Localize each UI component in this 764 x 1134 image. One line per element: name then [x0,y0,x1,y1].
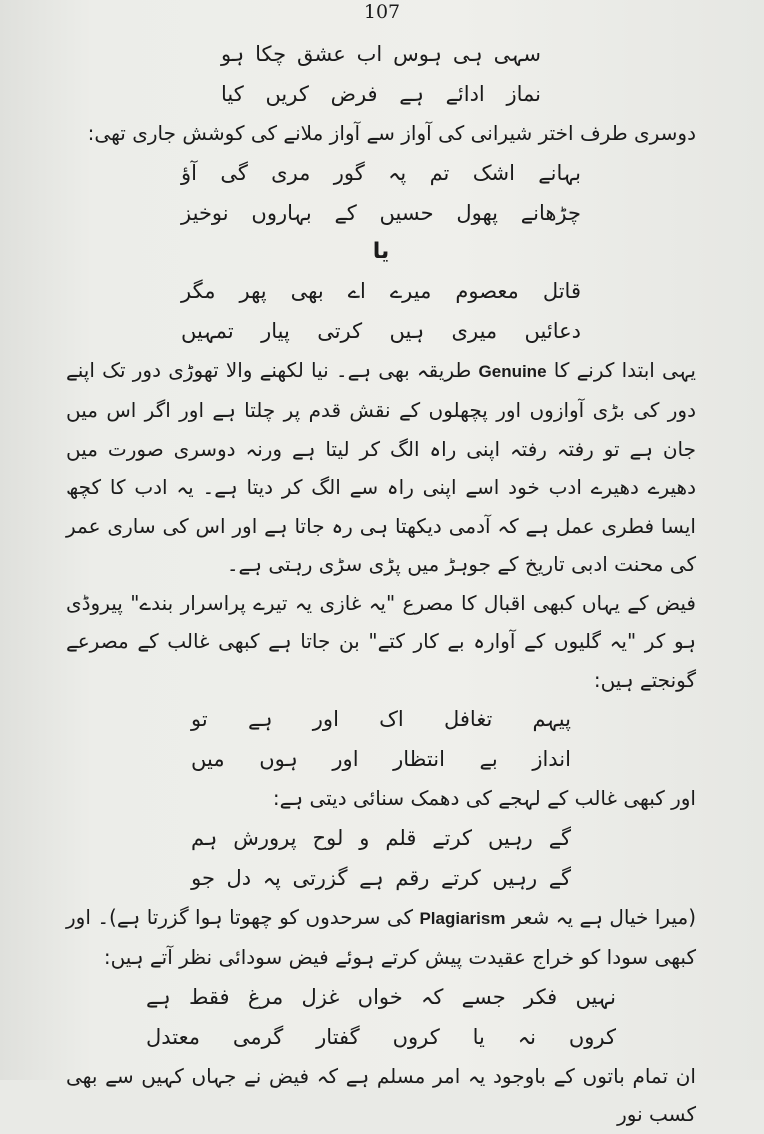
verse-word: پہ [262,865,281,890]
verse-word: کیا [221,82,244,106]
verse-word: گے [548,865,571,890]
verse-word: تم [429,160,450,185]
verse-word: سہی [493,42,541,66]
verse-line [181,271,581,311]
verse-word: فقط [188,984,230,1009]
verse-word: پیہم [532,707,571,731]
prose-paragraph: اور کبھی غالب کے لہجے کی دھمک سنائی دیتی ہے: [272,786,696,810]
verse-line [181,311,581,351]
verse-word: گفتار [316,1024,360,1049]
verse-word: اک [379,707,404,731]
verse-word: نہ [517,1024,536,1049]
verse-word: ہیں [389,318,425,343]
verse-word: فکر [523,984,558,1009]
verse-word: گزرتی [292,865,348,890]
verse-word: ہوس [393,42,442,66]
verse-word: میری [451,318,498,343]
verse-word: بھی [290,278,324,303]
verse-word: رہیں [492,865,538,890]
verse-word: کروں [392,1024,440,1049]
verse-word: دل [226,865,252,890]
verse-line [146,977,616,1017]
verse-word: یا [472,1024,485,1049]
prose-paragraph: دوسری طرف اختر شیرانی کی آواز سے آواز ملانے کی کوشش جاری تھی: [87,121,696,145]
verse-word: ہی [452,42,483,66]
verse-word: بے [479,747,498,771]
verse-word: کرتے [441,865,481,890]
verse-word: عشق [296,42,346,66]
verse-word: اور [312,707,339,731]
verse-word: رہیں [487,825,533,850]
prose-text: کی سرحدوں کو چھوتا ہوا گزرتا ہے)۔ اور کبھی سودا کو خراج عقیدت پیش کرتے ہوئے فیض سودائی نظر آتے ہیں: [66,904,696,969]
verse-line [221,34,541,74]
verse-word: غزل [301,984,340,1009]
verse-word: کے [334,200,357,225]
verse-word: تمہیں [181,318,234,343]
verse-word: گے [548,825,571,850]
verse-word: بہاروں [251,200,312,225]
verse-word: مگر [181,278,216,303]
page-number: 107 [363,1,401,23]
verse-word: قاتل [542,278,581,303]
verse-word: پہ [388,160,407,185]
verse-word: لوح [312,825,344,850]
verse-line [221,74,541,114]
prose-paragraph [66,898,696,977]
verse-word: فرض [330,82,378,106]
verse-word: جسے [461,984,506,1009]
verse-word: پھول [456,200,499,225]
verse-word: ہو [221,42,245,66]
verse-word: اے [347,278,366,303]
verse-word: نہیں [575,984,616,1009]
verse-word: ہوں [259,747,298,771]
verse-word: دعائیں [524,318,581,343]
verse-word: ہے [247,707,273,731]
verse-word: میں [191,747,225,771]
prose-text: یہی ابتدا کرنے کا [546,357,697,382]
verse-word: معتدل [146,1024,200,1049]
verse-word: انتظار [393,747,445,771]
page-content [66,34,696,1134]
verse-word: نماز [506,82,541,106]
verse-word: چڑھانے [520,200,581,225]
prose-paragraph: ان تمام باتوں کے باوجود یہ امر مسلم ہے کہ فیض نے جہاں کہیں سے بھی کسب نور [66,1063,696,1126]
verse-word: ادائے [445,82,485,106]
verse-word: کہ [421,984,444,1009]
verse-word: و [359,825,370,850]
verse-word: گی [220,160,248,185]
verse-word: اب [356,42,383,66]
verse-line [181,193,581,233]
verse-word: گور [333,160,365,185]
verse-word: چکا [255,42,287,66]
verse-word: ہے [359,865,384,890]
verse-word: خواں [357,984,403,1009]
verse-word: قلم [385,825,417,850]
verse-word: مرغ [247,984,284,1009]
verse-word: تو [191,707,208,731]
verse-word: ہم [191,825,218,850]
verse-word: پیار [261,318,290,343]
verse-word: کریں [265,82,309,106]
verse-word: حسیں [379,200,434,225]
verse-word: ہے [399,82,424,106]
verse-line [191,739,571,779]
verse-word: اور [332,747,359,771]
prose-paragraph [66,351,696,584]
prose-text: (میرا خیال ہے یہ شعر [505,904,697,929]
verse-word: جو [191,865,215,890]
verse-word: کرتی [317,318,363,343]
verse-word: نوخیز [181,200,229,225]
verse-word: انداز [532,747,571,771]
verse-word: مری [271,160,311,185]
verse-word: معصوم [455,278,519,303]
verse-word: میرے [389,278,432,303]
verse-word: تغافل [443,707,493,731]
prose-text: طریقہ بھی ہے۔ نیا لکھنے والا تھوڑی دور تک اپنے دور کی بڑی آوازوں اور پچھلوں کے نقش قدم پر چلتا ہے اور اگر اس میں جان ہے تو رفتہ رفتہ اپنی راہ الگ کر لیتا ہے ورنہ دوسری صورت میں دھیرے دھیرے ادب خود اسے اپنی راہ سے الگ کر دیتا ہے۔ یہ ادب کا کچھ ایسا فطری عمل ہے کہ آدمی دیکھتا ہی رہ جاتا ہے اور اس کی ساری عمر کی محنت ادبی تاریخ کے جوہڑ میں پڑی سڑی رہتی ہے۔ [66,357,696,576]
verse-word: ہے [146,984,171,1009]
verse-line [191,858,571,898]
separator-word: یا [372,238,390,264]
english-term: Genuine [478,361,547,381]
verse-word: کروں [568,1024,616,1049]
verse-line [191,699,571,739]
verse-line [181,153,581,193]
verse-word: پھر [239,278,267,303]
prose-paragraph: فیض کے یہاں کبھی اقبال کا مصرع "یہ غازی یہ تیرے پراسرار بندے" پیروڈی ہو کر "یہ گلیوں کے آوارہ بے کار کتے" بن جاتا ہے کبھی غالب کے مصرعے گونجتے ہیں: [66,590,696,692]
verse-word: اشک [472,160,515,185]
verse-line [146,1017,616,1057]
verse-word: پرورش [233,825,297,850]
english-term: Plagiarism [419,908,506,928]
verse-word: کرتے [432,825,473,850]
verse-word: بہانے [538,160,581,185]
verse-line [191,818,571,858]
verse-word: رقم [395,865,430,890]
verse-word: گرمی [232,1024,284,1049]
verse-word: آؤ [181,160,197,185]
